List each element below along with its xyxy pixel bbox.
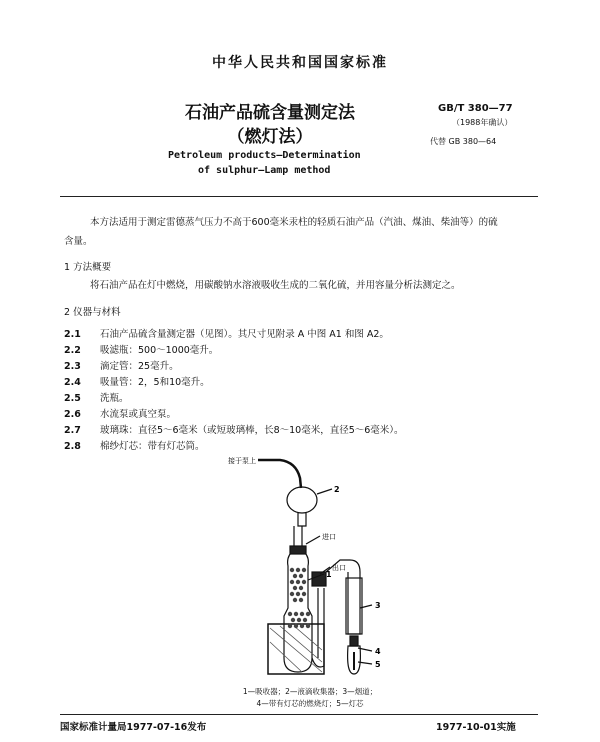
label-2: 2 <box>334 485 340 494</box>
section-2-heading: 2 仪器与材料 <box>64 307 121 318</box>
label-5: 5 <box>375 660 381 669</box>
list-item: 2.4 吸量管：2，5和10毫升。 <box>64 377 210 388</box>
pump-label: 接于泵上 <box>228 457 256 465</box>
intro-text-line1: 本方法适用于测定雷德蒸气压力不高于600毫米汞柱的轻质石油产品（汽油、煤油、柴油等）的硫 <box>90 217 498 228</box>
list-item: 2.3 滴定管：25毫升。 <box>64 361 179 372</box>
list-item: 2.5 洗瓶。 <box>64 393 129 404</box>
english-title-line2: of sulphur—Lamp method <box>198 165 331 176</box>
standard-subtitle: （燃灯法） <box>227 127 313 147</box>
figure-caption-line2: 4—带有灯芯的燃烧灯；5—灯芯 <box>256 699 364 708</box>
intro-text-line2: 含量。 <box>64 236 93 247</box>
english-title-line1: Petroleum products—Determination <box>168 150 361 161</box>
list-item: 2.7 玻璃珠：直径5～6毫米（或短玻璃棒，长8～10毫米，直径5～6毫米）。 <box>64 425 404 436</box>
standard-title: 石油产品硫含量测定法 <box>185 103 355 123</box>
standard-code: GB/T 380—77 <box>438 103 513 114</box>
header-divider <box>60 196 538 197</box>
list-item: 2.6 水流泵或真空泵。 <box>64 409 177 420</box>
list-item: 2.8 棉纱灯芯：带有灯芯筒。 <box>64 441 205 452</box>
list-item: 2.2 吸滤瓶：500～1000毫升。 <box>64 345 219 356</box>
apparatus-diagram <box>200 448 420 684</box>
list-item: 2.1 石油产品硫含量测定器（见图）。其尺寸见附录 A 中图 A1 和图 A2。 <box>64 329 389 340</box>
outlet-label: 出口 <box>332 564 346 572</box>
issue-date: 国家标准计量局1977-07-16发布 <box>60 722 207 733</box>
burner-lamp <box>350 636 358 646</box>
inlet-label: 进口 <box>322 533 336 541</box>
issuing-organization: 中华人民共和国国家标准 <box>212 55 388 71</box>
pump-tube <box>258 460 301 488</box>
footer-divider <box>60 714 538 715</box>
absorber-stopper <box>290 546 306 554</box>
section-1-text: 将石油产品在灯中燃烧，用碳酸钠水溶液吸收生成的二氧化硫，并用容量分析法测定之。 <box>90 280 461 291</box>
label-3: 3 <box>375 601 381 610</box>
effective-date: 1977-10-01实施 <box>436 722 516 733</box>
figure-caption-line1: 1—吸收器；2—液滴收集器；3—烟道； <box>242 687 378 696</box>
glass-beads <box>288 568 310 628</box>
label-4: 4 <box>375 647 381 656</box>
replaces-standard: 代替 GB 380—64 <box>430 137 497 146</box>
confirmation-year: （1988年确认） <box>452 118 513 127</box>
label-1: 1 <box>326 570 332 579</box>
droplet-collector-bulb <box>287 487 317 513</box>
section-1-heading: 1 方法概要 <box>64 262 112 273</box>
